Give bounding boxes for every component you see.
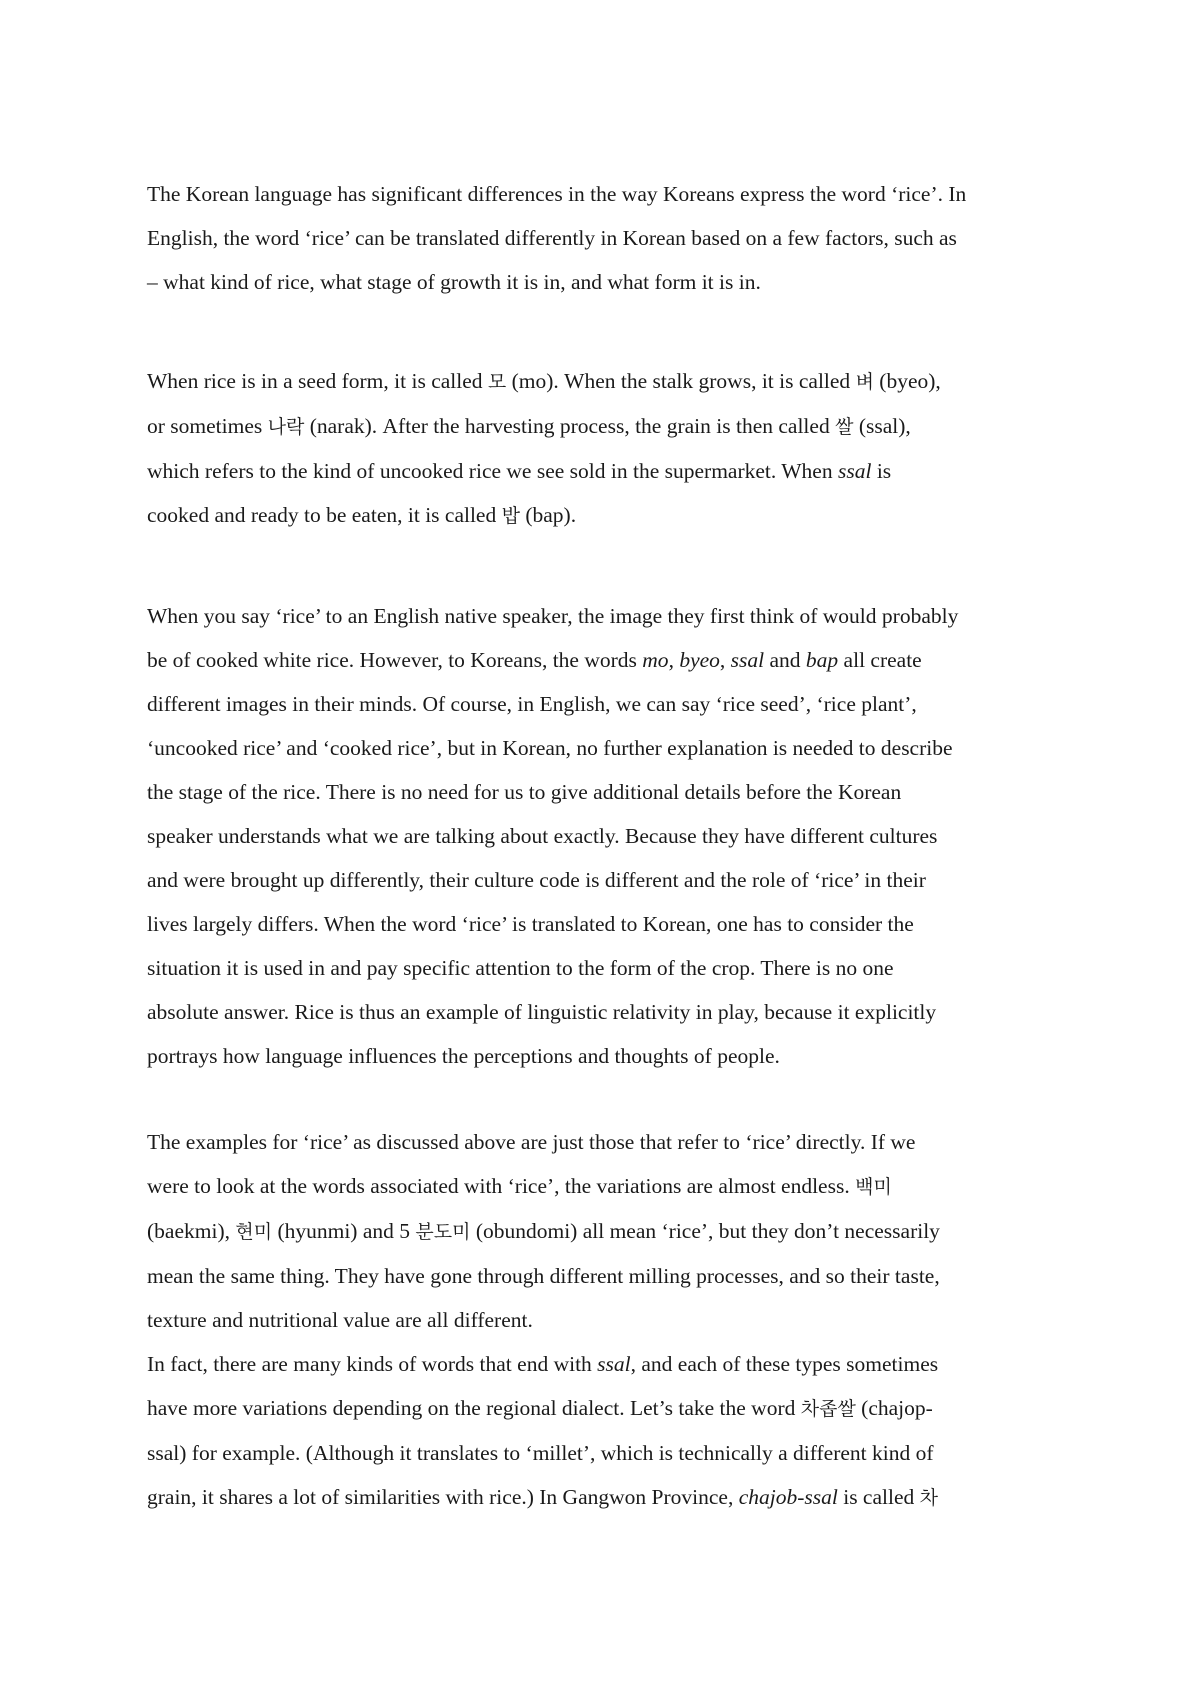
text-line <box>147 216 1067 260</box>
text-run: were to look at the words associated with ‘rice’, the variations are almost endless. <box>147 1174 856 1198</box>
text-run: and were brought up differently, their culture code is different and the role of ‘rice’ in their <box>147 868 926 892</box>
text-run: the stage of the rice. There is no need for us to give additional details before the Korean <box>147 780 902 804</box>
text-run: is <box>871 459 892 483</box>
text-run: and <box>764 648 806 672</box>
text-run: (baekmi), <box>147 1219 236 1243</box>
text-line <box>147 990 1067 1034</box>
korean-term: 쌀 <box>835 416 854 438</box>
text-line <box>147 449 1067 493</box>
text-run: (obundomi) all mean ‘rice’, but they don’t necessarily <box>470 1219 940 1243</box>
text-line <box>147 493 1067 538</box>
text-line <box>147 946 1067 990</box>
text-run: cooked and ready to be eaten, it is called <box>147 503 502 527</box>
korean-term: 벼 <box>855 371 874 393</box>
text-run: portrays how language influences the perceptions and thoughts of people. <box>147 1044 780 1068</box>
text-run: lives largely differs. When the word ‘rice’ is translated to Korean, one has to consider the <box>147 912 914 936</box>
text-run: absolute answer. Rice is thus an example of linguistic relativity in play, because it explicitly <box>147 1000 937 1024</box>
text-run: is called <box>837 1485 920 1509</box>
text-line <box>147 770 1067 814</box>
korean-term: 차좁쌀 <box>800 1398 856 1420</box>
paragraph <box>147 1120 1067 1520</box>
paragraph <box>147 594 1067 1078</box>
text-run: speaker understands what we are talking about exactly. Because they have different cultures <box>147 824 938 848</box>
text-run: , <box>668 648 680 672</box>
text-run: which refers to the kind of uncooked rice we see sold in the supermarket. When <box>147 459 838 483</box>
text-run: (bap). <box>519 503 577 527</box>
italic-term: bap <box>805 648 839 672</box>
korean-term: 나락 <box>267 416 305 438</box>
text-run: The examples for ‘rice’ as discussed above are just those that refer to ‘rice’ directly. If we <box>147 1130 916 1154</box>
text-line <box>147 359 1067 404</box>
text-line <box>147 638 1067 682</box>
text-run: different images in their minds. Of course, in English, we can say ‘rice seed’, ‘rice plant’, <box>147 692 917 716</box>
text-run: have more variations depending on the regional dialect. Let’s take the word <box>147 1396 801 1420</box>
italic-term: chajob-ssal <box>738 1485 838 1509</box>
text-line <box>147 260 1067 304</box>
text-line <box>147 594 1067 638</box>
text-run: , and each of these types sometimes <box>630 1352 939 1376</box>
text-line <box>147 726 1067 770</box>
italic-term: ssal <box>837 459 872 483</box>
text-line <box>147 814 1067 858</box>
text-run: or sometimes <box>147 414 268 438</box>
text-run: In fact, there are many kinds of words that end with <box>147 1352 598 1376</box>
korean-term: 현미 <box>235 1221 273 1243</box>
text-line <box>147 1209 1067 1254</box>
text-run: texture and nutritional value are all different. <box>147 1308 533 1332</box>
text-run: all create <box>838 648 922 672</box>
text-line <box>147 1342 1067 1386</box>
paragraph <box>147 172 1067 304</box>
text-run: (ssal), <box>853 414 911 438</box>
text-run: – what kind of rice, what stage of growth it is in, and what form it is in. <box>147 270 761 294</box>
text-line <box>147 172 1067 216</box>
text-line <box>147 1475 1067 1520</box>
text-run: situation it is used in and pay specific attention to the form of the crop. There is no one <box>147 956 894 980</box>
text-run: English, the word ‘rice’ can be translated differently in Korean based on a few factors, such as <box>147 226 957 250</box>
text-run: , <box>719 648 731 672</box>
text-run: The Korean language has significant differences in the way Koreans express the word ‘rice’. In <box>147 182 967 206</box>
text-run: (chajop- <box>855 1396 933 1420</box>
italic-term: mo <box>642 648 669 672</box>
korean-term: 밥 <box>501 505 520 527</box>
text-line <box>147 1431 1067 1475</box>
text-run: (mo). When the stalk grows, it is called <box>506 369 856 393</box>
text-run: (hyunmi) and 5 <box>272 1219 416 1243</box>
italic-term: ssal <box>597 1352 631 1376</box>
text-run: (narak). After the harvesting process, the grain is then called <box>304 414 836 438</box>
text-line <box>147 682 1067 726</box>
italic-term: byeo <box>679 648 720 672</box>
text-run: When rice is in a seed form, it is called <box>147 369 488 393</box>
korean-term: 분도미 <box>415 1221 471 1243</box>
korean-term: 차 <box>919 1487 938 1509</box>
italic-term: ssal <box>730 648 765 672</box>
korean-term: 모 <box>487 371 507 393</box>
text-line <box>147 1034 1067 1078</box>
korean-term: 백미 <box>855 1176 892 1198</box>
text-run: ssal) for example. (Although it translates to ‘millet’, which is technically a different kind of <box>147 1441 934 1465</box>
text-run: mean the same thing. They have gone through different milling processes, and so their taste, <box>147 1264 940 1288</box>
text-line <box>147 902 1067 946</box>
paragraph <box>147 359 1067 538</box>
text-run: (byeo), <box>873 369 941 393</box>
text-line <box>147 1386 1067 1431</box>
text-line <box>147 1164 1067 1209</box>
text-line <box>147 1254 1067 1298</box>
text-run: grain, it shares a lot of similarities with rice.) In Gangwon Province, <box>147 1485 739 1509</box>
text-line <box>147 1120 1067 1164</box>
text-line <box>147 1298 1067 1342</box>
text-line <box>147 858 1067 902</box>
text-run: ‘uncooked rice’ and ‘cooked rice’, but in Korean, no further explanation is needed to describe <box>147 736 953 760</box>
text-run: be of cooked white rice. However, to Koreans, the words <box>147 648 643 672</box>
text-line <box>147 404 1067 449</box>
text-run: When you say ‘rice’ to an English native speaker, the image they first think of would probably <box>147 604 959 628</box>
